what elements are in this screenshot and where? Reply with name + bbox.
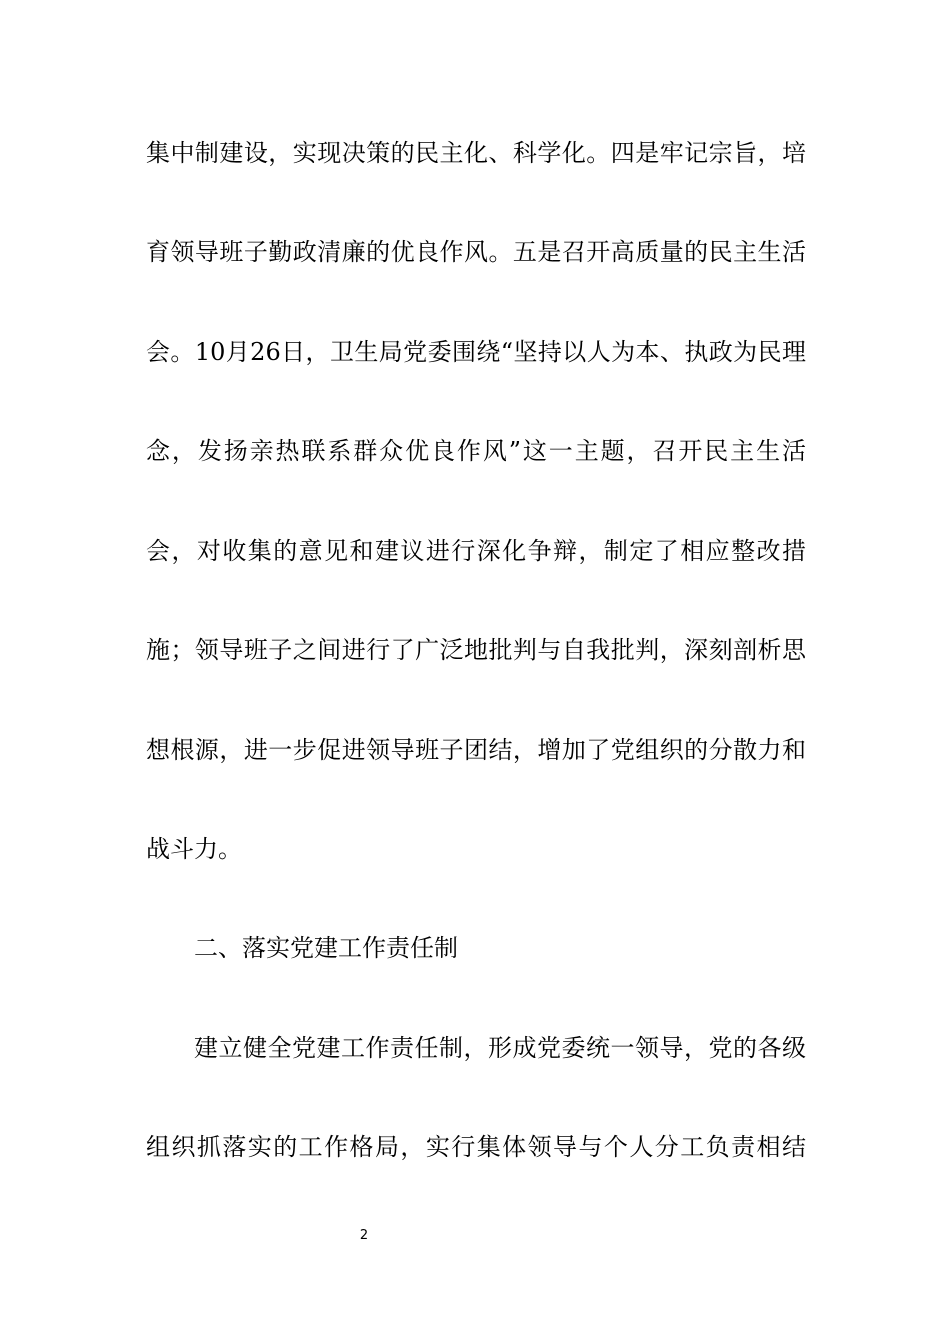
body-text-line: 组织抓落实的工作格局，实行集体领导与个人分工负责相结 xyxy=(146,1133,806,1161)
body-text-line: 建立健全党建工作责任制，形成党委统一领导，党的各级 xyxy=(194,1034,806,1062)
section-heading: 二、落实党建工作责任制 xyxy=(194,934,458,962)
body-text-line: 会，对收集的意见和建议进行深化争辩，制定了相应整改措 xyxy=(146,537,806,565)
body-text-line: 施；领导班子之间进行了广泛地批判与自我批判，深刻剖析思 xyxy=(146,636,806,664)
body-text-line: 想根源，进一步促进领导班子团结，增加了党组织的分散力和 xyxy=(146,736,806,764)
body-text-line: 育领导班子勤政清廉的优良作风。五是召开高质量的民主生活 xyxy=(146,238,806,266)
body-text-line: 集中制建设，实现决策的民主化、科学化。四是牢记宗旨，培 xyxy=(146,139,806,167)
body-text-line: 战斗力。 xyxy=(146,835,242,863)
body-text-line: 念，发扬亲热联系群众优良作风”这一主题，召开民主生活 xyxy=(146,437,806,465)
page-number: 2 xyxy=(359,1228,369,1243)
body-text-line: 会。10月26日，卫生局党委围绕“坚持以人为本、执政为民理 xyxy=(146,338,806,366)
